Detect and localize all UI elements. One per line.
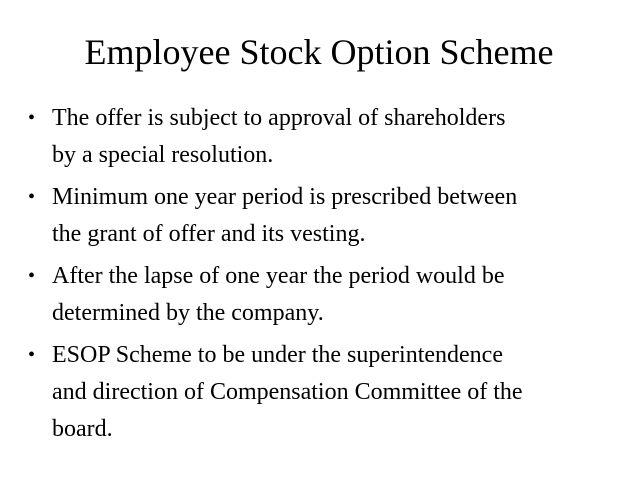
bullet-text-line: ESOP Scheme to be under the superintendence xyxy=(52,342,503,368)
bullet-item-1 xyxy=(28,100,618,174)
bullet-text-line: After the lapse of one year the period would be xyxy=(52,263,505,289)
bullet-text-line: determined by the company. xyxy=(52,300,324,326)
bullet-text-line: Minimum one year period is prescribed between xyxy=(52,184,518,210)
bullet-text-line: and direction of Compensation Committee of the xyxy=(52,379,523,405)
bullet-item-4 xyxy=(28,337,618,448)
bullet-text-line: The offer is subject to approval of shareholders xyxy=(52,105,506,131)
bullet-list xyxy=(28,100,618,453)
bullet-text-line: the grant of offer and its vesting. xyxy=(52,221,366,247)
bullet-marker: • xyxy=(28,265,36,287)
bullet-item-3 xyxy=(28,258,618,332)
bullet-marker: • xyxy=(28,344,36,366)
bullet-marker: • xyxy=(28,107,36,129)
bullet-item-2 xyxy=(28,179,618,253)
bullet-marker: • xyxy=(28,186,36,208)
slide-title: Employee Stock Option Scheme xyxy=(84,32,554,72)
bullet-text-line: board. xyxy=(52,416,113,442)
bullet-text-line: by a special resolution. xyxy=(52,142,274,168)
